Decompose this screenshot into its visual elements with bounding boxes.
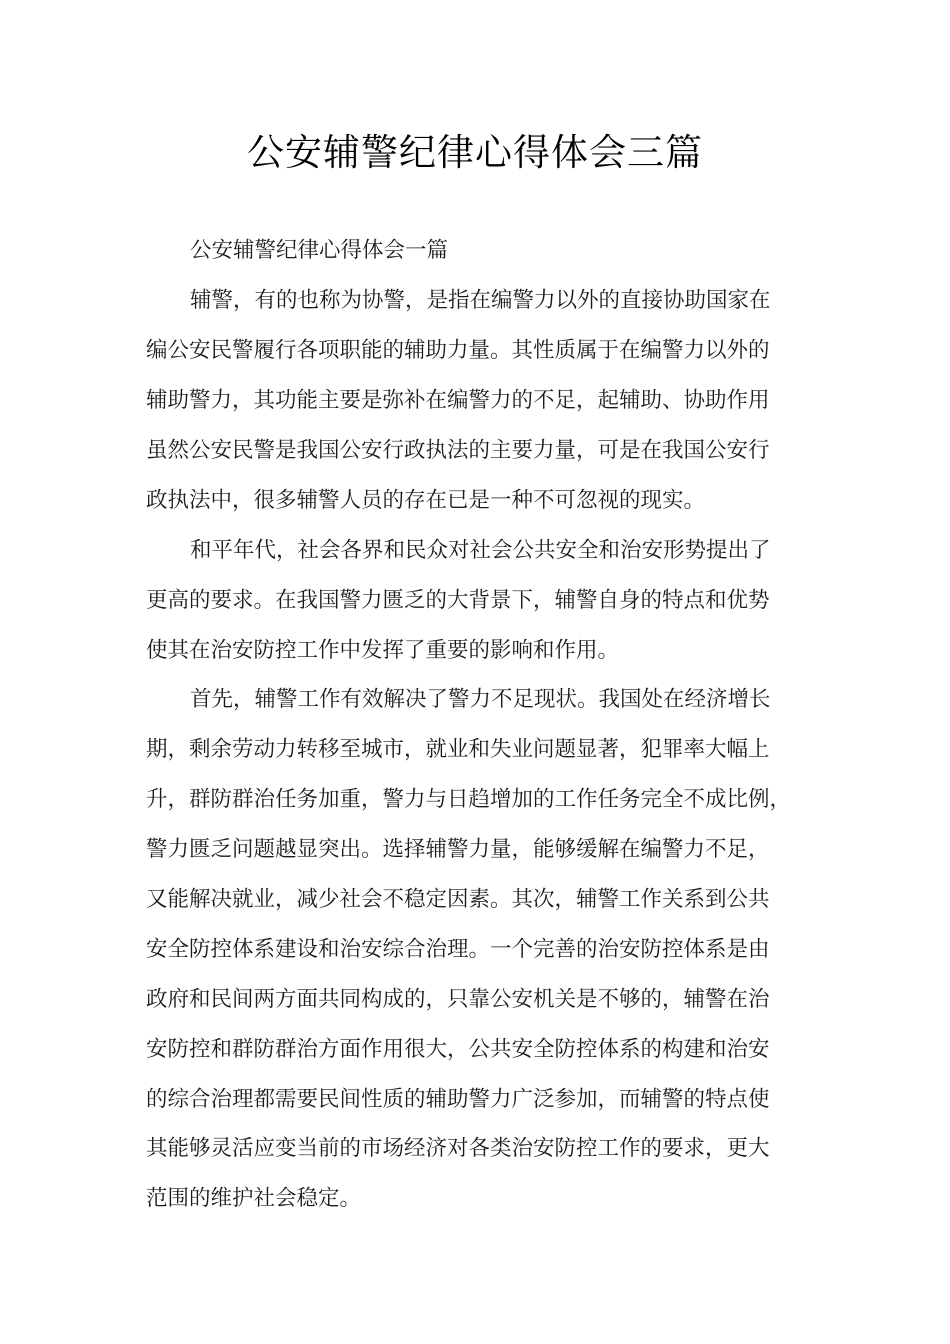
paragraph-line: 升，群防群治任务加重，警力与日趋增加的工作任务完全不成比例， [146, 787, 792, 812]
paragraph-line: 又能解决就业，减少社会不稳定因素。其次，辅警工作关系到公共 [146, 887, 770, 912]
paragraph-line: 范围的维护社会稳定。 [146, 1186, 362, 1211]
paragraph-line: 的综合治理都需要民间性质的辅助警力广泛参加，而辅警的特点使 [146, 1087, 770, 1112]
section-heading: 公安辅警纪律心得体会一篇 [190, 238, 449, 263]
document-title: 公安辅警纪律心得体会三篇 [247, 131, 703, 174]
paragraph-line: 辅助警力，其功能主要是弥补在编警力的不足，起辅助、协助作用 [146, 388, 770, 413]
paragraph-line: 编公安民警履行各项职能的辅助力量。其性质属于在编警力以外的 [146, 338, 770, 363]
paragraph-line: 政府和民间两方面共同构成的，只靠公安机关是不够的，辅警在治 [146, 987, 770, 1012]
paragraph-line: 首先，辅警工作有效解决了警力不足现状。我国处在经济增长 [190, 687, 771, 712]
paragraph-line: 政执法中，很多辅警人员的存在已是一种不可忽视的现实。 [146, 488, 706, 513]
paragraph-line: 使其在治安防控工作中发挥了重要的影响和作用。 [146, 638, 620, 663]
paragraph-line: 虽然公安民警是我国公安行政执法的主要力量，可是在我国公安行 [146, 438, 770, 463]
paragraph-line: 其能够灵活应变当前的市场经济对各类治安防控工作的要求，更大 [146, 1136, 770, 1161]
paragraph-line: 辅警，有的也称为协警，是指在编警力以外的直接协助国家在 [190, 288, 771, 313]
paragraph-line: 期，剩余劳动力转移至城市，就业和失业问题显著，犯罪率大幅上 [146, 737, 770, 762]
paragraph-line: 安全防控体系建设和治安综合治理。一个完善的治安防控体系是由 [146, 937, 770, 962]
paragraph-line: 安防控和群防群治方面作用很大，公共安全防控体系的构建和治安 [146, 1037, 770, 1062]
paragraph-line: 更高的要求。在我国警力匮乏的大背景下，辅警自身的特点和优势 [146, 588, 770, 613]
paragraph-line: 警力匮乏问题越显突出。选择辅警力量，能够缓解在编警力不足， [146, 837, 770, 862]
paragraph-line: 和平年代，社会各界和民众对社会公共安全和治安形势提出了 [190, 538, 771, 563]
